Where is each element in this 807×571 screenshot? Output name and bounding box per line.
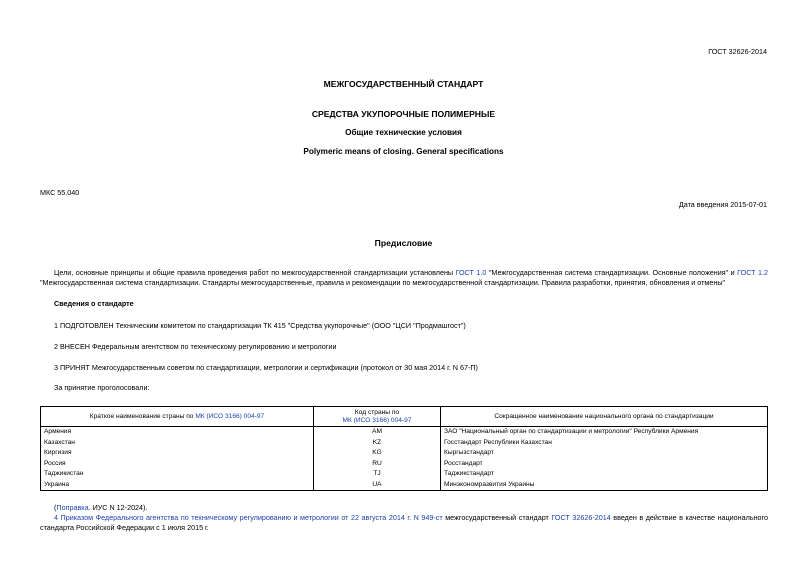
country-cell: Киргизия	[41, 448, 314, 459]
code-cell: KG	[314, 448, 441, 459]
gost-1-0-link[interactable]: ГОСТ 1.0	[455, 268, 487, 277]
voting-states-table	[40, 406, 768, 491]
table-row	[41, 427, 768, 438]
submitted-by-item: 2 ВНЕСЕН Федеральным агентством по техническому регулированию и метрологии	[54, 342, 337, 351]
amendment-note	[54, 503, 147, 513]
header-country-text: Краткое наименование страны по	[89, 412, 196, 420]
enactment-paragraph	[40, 513, 768, 533]
introduction-date: Дата введения 2015-07-01	[678, 200, 767, 209]
order-link[interactable]: 4 Приказом Федерального агентства по техническому регулированию и метрологии от 22 августа 2014 г. N 949-ст	[54, 513, 443, 522]
adopted-by-item: 3 ПРИНЯТ Межгосударственным советом по стандартизации, метрологии и сертификации (протокол от 30 мая 2014 г. N 67-П)	[54, 363, 478, 372]
gost-32626-link[interactable]: ГОСТ 32626-2014	[551, 513, 611, 522]
country-cell: Россия	[41, 459, 314, 470]
body-cell: Росстандарт	[441, 459, 768, 470]
body-cell: Кыргызстандарт	[441, 448, 768, 459]
country-cell: Казахстан	[41, 438, 314, 449]
amendment-text: . ИУС N 12-2024).	[88, 503, 148, 512]
code-cell: AM	[314, 427, 441, 438]
table-row	[41, 448, 768, 459]
code-cell: TJ	[314, 469, 441, 480]
header-country-name	[41, 407, 314, 427]
standard-name-english: Polymeric means of closing. General specifications	[303, 147, 504, 156]
body-cell: Госстандарт Республики Казахстан	[441, 438, 768, 449]
country-cell: Таджикистан	[41, 469, 314, 480]
enactment-text-2: введен в действие в качестве национального стандарта Российской Федерации с 1 июля 2015 г.	[40, 513, 769, 532]
table-row	[41, 480, 768, 491]
preface-text-2: "Межгосударственная система стандартизации. Основные положения" и	[486, 268, 738, 277]
voted-label: За принятие проголосовали:	[54, 383, 150, 392]
table-row	[41, 438, 768, 449]
header-country-code	[314, 407, 441, 427]
country-cell: Армения	[41, 427, 314, 438]
preface-paragraph	[40, 268, 768, 288]
table-row	[41, 469, 768, 480]
code-cell: UA	[314, 480, 441, 491]
gost-1-2-link[interactable]: ГОСТ 1.2	[737, 268, 768, 277]
table-header-row	[41, 407, 768, 427]
code-cell: RU	[314, 459, 441, 470]
enactment-text-1: межгосударственный стандарт	[442, 513, 552, 522]
preface-text-3: "Межгосударственная система стандартизации. Стандарты межгосударственные, правила и рекомендации по межгосударственной стандартизации. Правила разработки, принятия, обновления и отмены"	[40, 278, 726, 287]
standard-name-title: СРЕДСТВА УКУПОРОЧНЫЕ ПОЛИМЕРНЫЕ	[311, 109, 496, 119]
preface-text-1: Цели, основные принципы и общие правила проведения работ по межгосударственной стандартизации установлены	[54, 268, 456, 277]
country-cell: Украина	[41, 480, 314, 491]
body-cell: ЗАО "Национальный орган по стандартизации и метрологии" Республики Армения	[441, 427, 768, 438]
prepared-by-item: 1 ПОДГОТОВЛЕН Техническим комитетом по стандартизации ТК 415 "Средства укупорочные" (ООО "ЦСИ "Продмашгост")	[54, 321, 466, 330]
code-cell: KZ	[314, 438, 441, 449]
body-cell: Таджикстандарт	[441, 469, 768, 480]
preface-heading: Предисловие	[374, 238, 433, 248]
standard-kind-title: МЕЖГОСУДАРСТВЕННЫЙ СТАНДАРТ	[323, 79, 484, 89]
amendment-link[interactable]: Поправка	[56, 503, 89, 512]
table-row	[41, 459, 768, 470]
mk-iso-link-2[interactable]: МК (ИСО 3166) 004-97	[342, 416, 412, 424]
mks-code: МКС 55.040	[40, 188, 80, 197]
standard-info-heading: Сведения о стандарте	[54, 299, 134, 308]
mk-iso-link-1[interactable]: МК (ИСО 3166) 004-97	[195, 412, 265, 420]
standard-subtitle: Общие технические условия	[345, 128, 462, 137]
document-code: ГОСТ 32626-2014	[708, 47, 767, 56]
body-cell: Минэкономразвития Украины	[441, 480, 768, 491]
header-national-body: Сокращенное наименование национального органа по стандартизации	[441, 407, 768, 427]
header-code-text: Код страны по	[354, 408, 400, 416]
amendment-open-paren: (	[54, 503, 57, 512]
